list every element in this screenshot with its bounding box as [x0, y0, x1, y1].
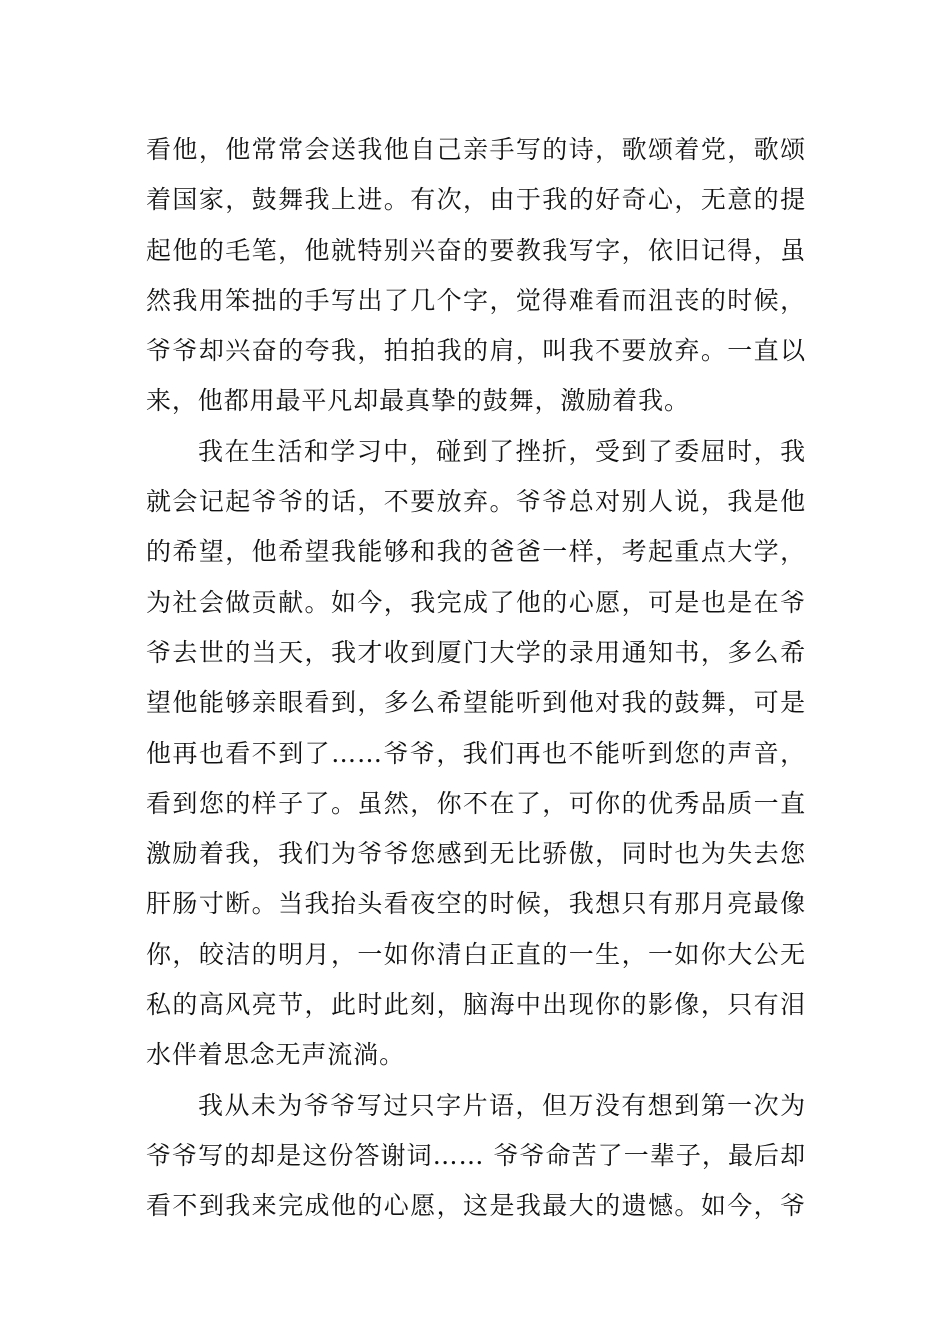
- text-line: 肝肠寸断。当我抬头看夜空的时候，我想只有那月亮最像: [146, 889, 806, 919]
- paragraph-start-line: 我在生活和学习中，碰到了挫折，受到了委屈时，我: [198, 436, 806, 466]
- text-line: 看不到我来完成他的心愿，这是我最大的遗憾。如今，爷: [146, 1191, 806, 1221]
- text-line: 激励着我，我们为爷爷您感到无比骄傲，同时也为失去您: [146, 839, 806, 869]
- body-text: [146, 125, 806, 1232]
- text-line: 的希望，他希望我能够和我的爸爸一样，考起重点大学，: [146, 537, 806, 567]
- text-line: 爷爷却兴奋的夸我，拍拍我的肩，叫我不要放弃。一直以: [146, 336, 806, 366]
- text-line: 看他，他常常会送我他自己亲手写的诗，歌颂着党，歌颂: [146, 135, 806, 164]
- text-line: 着国家，鼓舞我上进。有次，由于我的好奇心，无意的提: [146, 185, 806, 215]
- text-line: 起他的毛笔，他就特别兴奋的要教我写字，依旧记得，虽: [146, 235, 806, 265]
- text-line: 为社会做贡献。如今，我完成了他的心愿，可是也是在爷: [146, 587, 806, 617]
- text-line: 然我用笨拙的手写出了几个字，觉得难看而沮丧的时候，: [146, 285, 806, 315]
- text-line: 来，他都用最平凡却最真挚的鼓舞，激励着我。: [146, 386, 690, 416]
- text-line: 他再也看不到了……爷爷，我们再也不能听到您的声音，: [146, 738, 806, 768]
- text-line: 看到您的样子了。虽然，你不在了，可你的优秀品质一直: [146, 788, 806, 818]
- paragraph-start-line: 我从未为爷爷写过只字片语，但万没有想到第一次为: [198, 1090, 806, 1120]
- text-line: 水伴着思念无声流淌。: [146, 1040, 406, 1070]
- text-line: 你，皎洁的明月，一如你清白正直的一生，一如你大公无: [146, 939, 806, 969]
- text-line: 爷去世的当天，我才收到厦门大学的录用通知书，多么希: [146, 637, 806, 667]
- text-line: 私的高风亮节，此时此刻，脑海中出现你的影像，只有泪: [146, 990, 806, 1020]
- text-line: 爷爷写的却是这份答谢词…… 爷爷命苦了一辈子，最后却: [146, 1140, 806, 1170]
- text-line: 望他能够亲眼看到，多么希望能听到他对我的鼓舞，可是: [146, 688, 806, 718]
- text-line: 就会记起爷爷的话，不要放弃。爷爷总对别人说，我是他: [146, 487, 806, 517]
